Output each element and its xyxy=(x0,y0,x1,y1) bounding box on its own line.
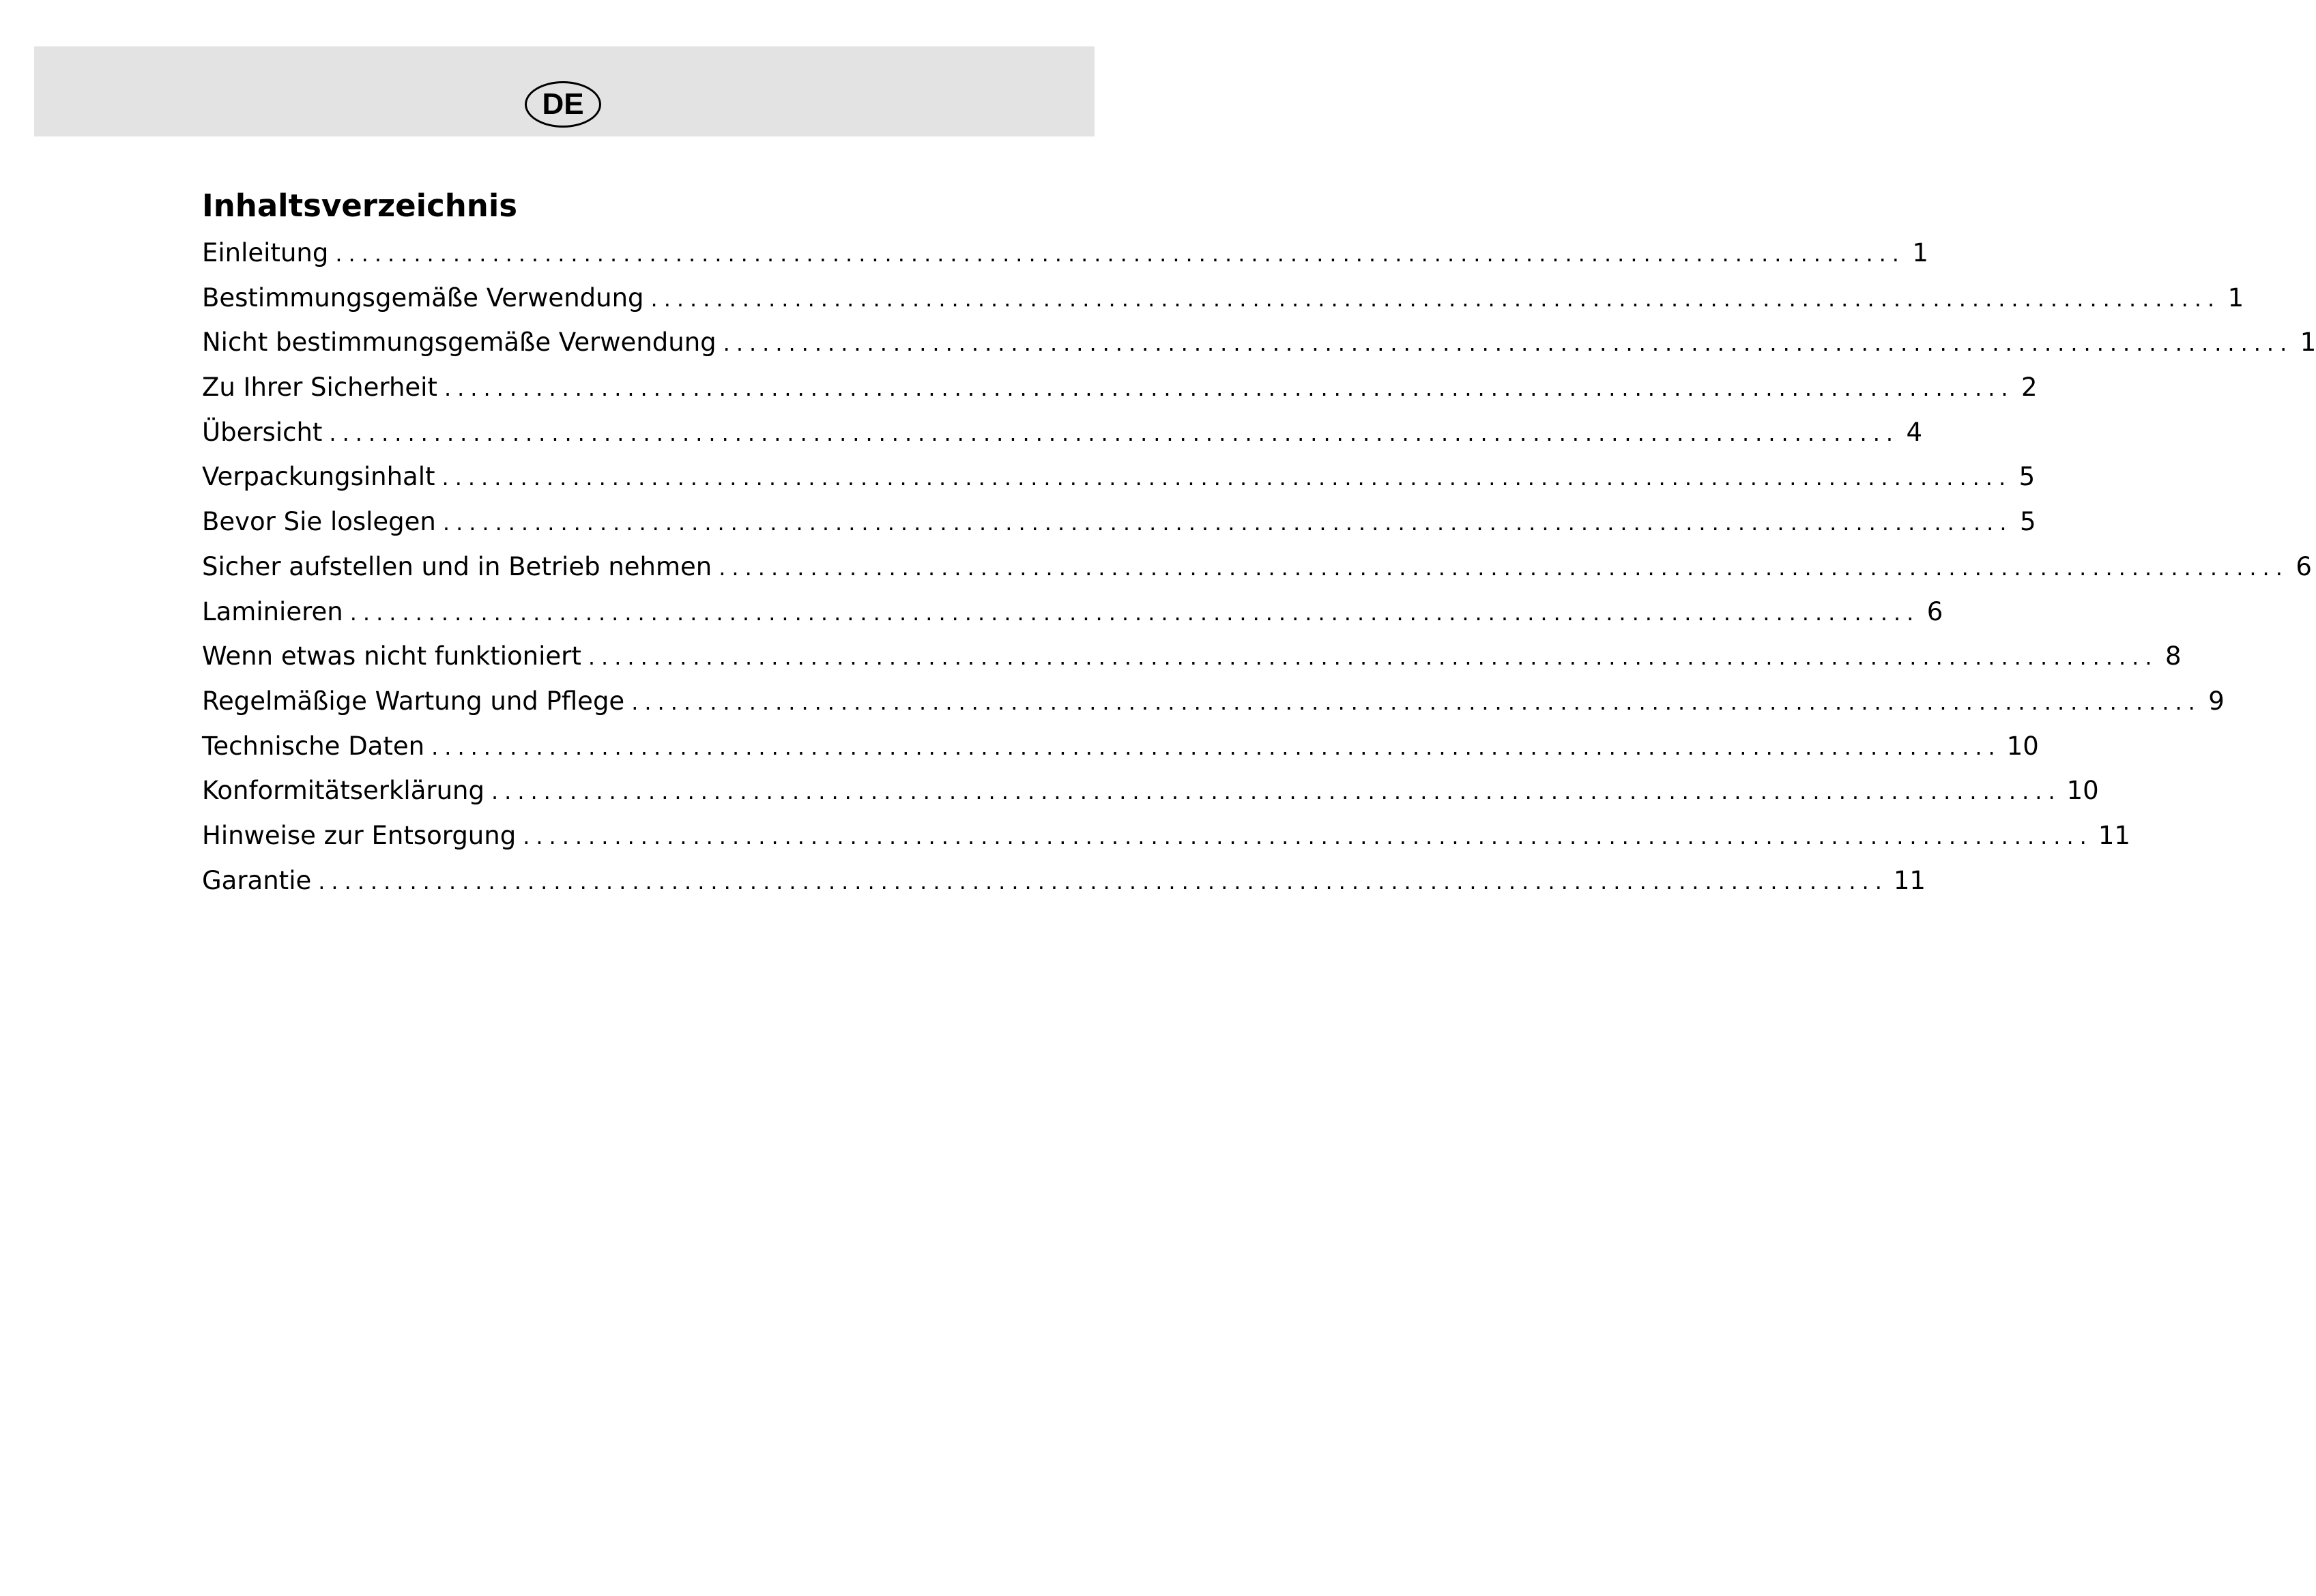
toc-entry[interactable] xyxy=(202,320,2316,365)
language-badge: DE xyxy=(525,81,601,128)
toc-dot-leader: ........................................................................................................................ xyxy=(431,734,2001,760)
toc-entry-page: 1 xyxy=(2227,282,2244,313)
toc-entry-page: 11 xyxy=(1893,865,1926,895)
toc-entry-page: 1 xyxy=(2300,328,2316,358)
toc-dot-leader: ........................................................................................................................ xyxy=(442,465,2012,491)
toc-dot-leader: ........................................................................................................................ xyxy=(491,779,2061,805)
toc-entry[interactable] xyxy=(202,679,2225,724)
toc-dot-leader: ........................................................................................................................ xyxy=(349,599,1920,626)
toc-dot-leader: ........................................................................................................................ xyxy=(442,510,2013,536)
toc-entry-page: 6 xyxy=(2296,551,2312,581)
toc-entry-page: 11 xyxy=(2098,820,2130,850)
toc-list xyxy=(202,231,2316,903)
toc-entry-page: 4 xyxy=(1906,417,1923,447)
toc-entry[interactable] xyxy=(202,410,1923,455)
toc-dot-leader: ........................................................................................................................ xyxy=(588,644,2158,671)
toc-entry[interactable] xyxy=(202,768,2099,813)
toc-title: Inhaltsverzeichnis xyxy=(202,188,518,224)
toc-entry-page: 8 xyxy=(2165,641,2182,671)
toc-entry[interactable] xyxy=(202,590,1943,635)
toc-entry[interactable] xyxy=(202,724,2039,769)
toc-dot-leader: ........................................................................................................................ xyxy=(318,868,1888,895)
toc-entry[interactable] xyxy=(202,634,2182,679)
toc-entry-label: Sicher aufstellen und in Betrieb nehmen xyxy=(202,551,712,581)
toc-entry-page: 10 xyxy=(2066,776,2099,806)
toc-entry-label: Zu Ihrer Sicherheit xyxy=(202,373,437,403)
toc-entry-label: Hinweise zur Entsorgung xyxy=(202,820,517,850)
toc-entry-label: Verpackungsinhalt xyxy=(202,462,435,492)
toc-dot-leader: ........................................................................................................................ xyxy=(631,688,2201,715)
toc-entry-label: Regelmäßige Wartung und Pflege xyxy=(202,686,625,716)
toc-dot-leader: ........................................................................................................................ xyxy=(723,330,2293,357)
toc-dot-leader: ........................................................................................................................ xyxy=(329,420,1900,446)
toc-entry-page: 2 xyxy=(2021,373,2038,403)
toc-entry[interactable] xyxy=(202,365,2038,410)
toc-entry-page: 1 xyxy=(1912,238,1928,267)
toc-dot-leader: ........................................................................................................................ xyxy=(650,285,2221,312)
toc-entry-page: 5 xyxy=(2018,462,2036,492)
toc-entry-label: Einleitung xyxy=(202,238,329,267)
toc-entry-page: 10 xyxy=(2006,731,2039,761)
toc-entry-label: Wenn etwas nicht funktioniert xyxy=(202,641,581,671)
toc-entry-label: Konformitätserklärung xyxy=(202,776,484,806)
toc-entry-label: Laminieren xyxy=(202,596,343,626)
toc-entry-label: Garantie xyxy=(202,865,312,895)
toc-dot-leader: ........................................................................................................................ xyxy=(719,554,2289,581)
toc-entry-page: 9 xyxy=(2208,686,2225,716)
toc-entry-page: 5 xyxy=(2019,507,2036,537)
toc-entry[interactable] xyxy=(202,276,2244,321)
toc-entry-page: 6 xyxy=(1926,596,1943,626)
toc-entry-label: Übersicht xyxy=(202,417,323,447)
toc-entry[interactable] xyxy=(202,813,2130,858)
toc-entry[interactable] xyxy=(202,454,2036,499)
toc-entry-label: Bevor Sie loslegen xyxy=(202,507,436,537)
toc-entry[interactable] xyxy=(202,858,1926,903)
toc-dot-leader: ........................................................................................................................ xyxy=(523,823,2093,850)
toc-entry-label: Nicht bestimmungsgemäße Verwendung xyxy=(202,328,716,358)
toc-entry[interactable] xyxy=(202,499,2036,545)
toc-entry[interactable] xyxy=(202,231,1928,276)
toc-entry[interactable] xyxy=(202,545,2312,590)
toc-dot-leader: ........................................................................................................................ xyxy=(444,375,2014,402)
toc-entry-label: Technische Daten xyxy=(202,731,425,761)
toc-dot-leader: ........................................................................................................................ xyxy=(335,241,1905,267)
toc-entry-label: Bestimmungsgemäße Verwendung xyxy=(202,282,644,313)
